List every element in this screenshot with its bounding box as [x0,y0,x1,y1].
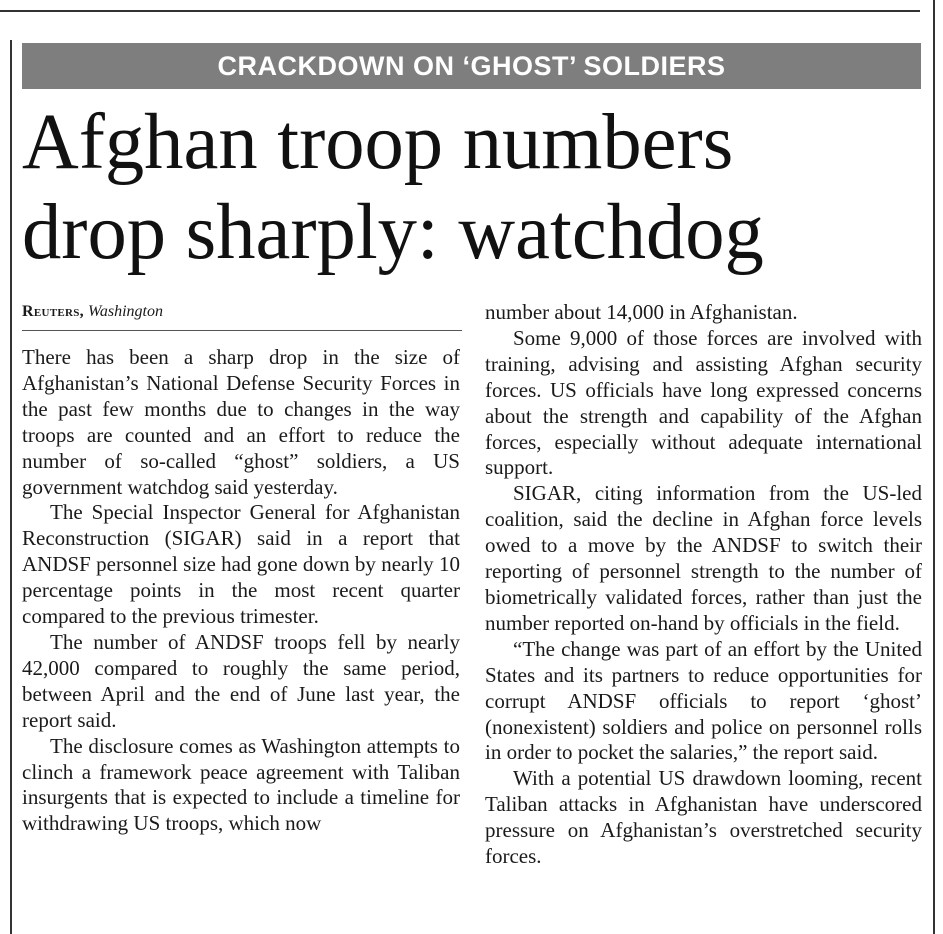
paragraph: There has been a sharp drop in the size of Afghanistan’s National Defense Security Forces in the past few months due to changes in the way troops are counted and an effort to reduce the number of so-called “ghost” soldiers, a US government watchdog said yesterday. [22,345,460,499]
paragraph: “The change was part of an effort by the United States and its partners to reduce opportunities for corrupt ANDSF officials to report ‘ghost’ (nonexistent) soldiers and police on personnel rolls in order to pocket the salaries,” the report said. [485,636,922,765]
byline-city: Washington [87,303,163,320]
top-rule [0,10,920,12]
byline-rule [22,330,462,331]
paragraph: SIGAR, citing information from the US-led coalition, said the decline in Afghan force levels owed to a move by the ANDSF to switch their reporting of personnel strength to the number of biometrically validated forces, rather than just the number reported on-hand by officials in the field. [485,481,922,635]
paragraph: Some 9,000 of those forces are involved with training, advising and assisting Afghan security forces. US officials have long expressed concerns about the strength and capability of the Afghan forces, especially without adequate international support. [485,325,922,480]
paragraph: The disclosure comes as Washington attempts to clinch a framework peace agreement with Taliban insurgents that is expected to include a timeline for withdrawing US troops, which now [22,733,460,836]
article-column-left [22,345,460,837]
byline-agency: Reuters, [22,303,84,320]
kicker-banner: CRACKDOWN ON ‘GHOST’ SOLDIERS [22,43,921,89]
paragraph: The Special Inspector General for Afghanistan Reconstruction (SIGAR) said in a report that ANDSF personnel size had gone down by nearly 10 percentage points in the most recent quarter compared to the previous trimester. [22,500,460,629]
headline [22,98,927,278]
paragraph-continued: number about 14,000 in Afghanistan. [485,300,798,324]
byline [22,300,462,324]
paragraph: The number of ANDSF troops fell by nearly 42,000 compared to roughly the same period, between April and the end of June last year, the report said. [22,629,460,732]
headline-line-2: drop sharply: watchdog [22,189,764,276]
article-column-right [485,300,922,870]
headline-line-1: Afghan troop numbers [22,99,734,186]
paragraph: With a potential US drawdown looming, recent Taliban attacks in Afghanistan have underscored pressure on Afghanistan’s overstretched security forces. [485,766,922,869]
left-column-rule [10,40,12,934]
right-edge-rule [933,0,935,934]
